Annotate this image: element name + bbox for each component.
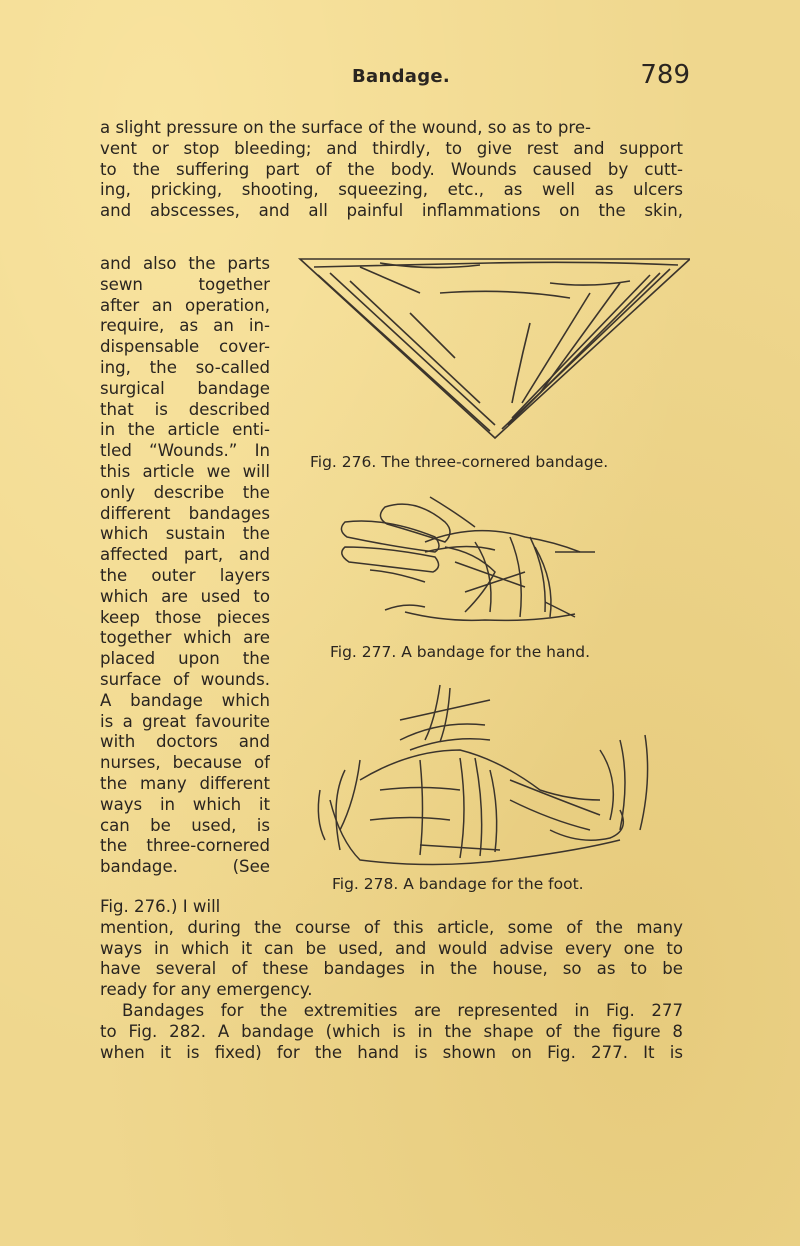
text-line: after an operation, xyxy=(100,295,270,315)
text-line: to the suffering part of the body. Wounds caused by cutt- xyxy=(100,159,683,179)
intro-paragraph xyxy=(100,118,683,222)
text-line: placed upon the xyxy=(100,649,270,669)
text-line: Bandages for the extremities are represented in Fig. 277 xyxy=(122,1000,683,1020)
text-line: different bandages xyxy=(100,503,270,523)
text-line: surface of wounds. xyxy=(100,669,270,689)
text-line: vent or stop bleeding; and thirdly, to give rest and support xyxy=(100,138,683,158)
figure-278-caption: Fig. 278. A bandage for the foot. xyxy=(332,875,584,893)
text-line: and also the parts xyxy=(100,254,270,273)
text-line: only describe the xyxy=(100,482,270,502)
text-line: which sustain the xyxy=(100,524,270,544)
text-line: and abscesses, and all painful inflammations on the skin, xyxy=(100,201,683,221)
hand-bandage-illustration xyxy=(325,492,605,632)
figure-277 xyxy=(325,492,605,632)
text-line: sewn together xyxy=(100,274,270,294)
text-line: affected part, and xyxy=(100,545,270,565)
running-header xyxy=(100,60,690,106)
text-line: the many different xyxy=(100,773,270,793)
narrow-column xyxy=(100,254,270,878)
text-line: this article we will xyxy=(100,461,270,481)
text-line: have several of these bandages in the house, so as to be xyxy=(100,959,683,979)
figure-276-caption: Fig. 276. The three-cornered bandage. xyxy=(310,453,609,471)
closing-paragraph xyxy=(100,897,683,1063)
text-line: bandage. (See xyxy=(100,857,270,877)
text-line: mention, during the course of this article, some of the many xyxy=(100,917,683,937)
figure-277-caption: Fig. 277. A bandage for the hand. xyxy=(330,643,591,661)
text-line: the outer layers xyxy=(100,565,270,585)
three-cornered-bandage-illustration xyxy=(290,253,690,443)
text-line: that is described xyxy=(100,399,270,419)
text-line: when it is fixed) for the hand is shown on Fig. 277. It is xyxy=(100,1042,683,1062)
text-line: require, as an in- xyxy=(100,316,270,336)
text-line: ways in which it can be used, and would advise every one to xyxy=(100,938,683,958)
text-line: ready for any emergency. xyxy=(100,980,313,1000)
text-line: ways in which it xyxy=(100,794,270,814)
text-line: tled “Wounds.” In xyxy=(100,441,270,461)
foot-bandage-illustration xyxy=(300,680,660,870)
text-line: to Fig. 282. A bandage (which is in the shape of the figure 8 xyxy=(100,1021,683,1041)
text-line: dispensable cover- xyxy=(100,337,270,357)
text-line: can be used, is xyxy=(100,815,270,835)
text-line: together which are xyxy=(100,628,270,648)
text-line: is a great favourite xyxy=(100,711,270,731)
text-line: keep those pieces xyxy=(100,607,270,627)
text-line: surgical bandage xyxy=(100,378,270,398)
text-line: the three-cornered xyxy=(100,836,270,856)
text-line: ing, pricking, shooting, squeezing, etc., as well as ulcers xyxy=(100,180,683,200)
text-line: which are used to xyxy=(100,586,270,606)
text-line: A bandage which xyxy=(100,690,270,710)
text-line: ing, the so-called xyxy=(100,357,270,377)
page-number: 789 xyxy=(640,60,690,90)
text-line: Fig. 276.) I will xyxy=(100,897,221,916)
text-line: in the article enti- xyxy=(100,420,270,440)
running-title: Bandage. xyxy=(352,66,451,87)
text-line: with doctors and xyxy=(100,732,270,752)
text-line: a slight pressure on the surface of the wound, so as to pre- xyxy=(100,118,592,137)
figure-278 xyxy=(300,680,660,870)
figure-276 xyxy=(290,253,690,443)
text-line: nurses, because of xyxy=(100,753,270,773)
